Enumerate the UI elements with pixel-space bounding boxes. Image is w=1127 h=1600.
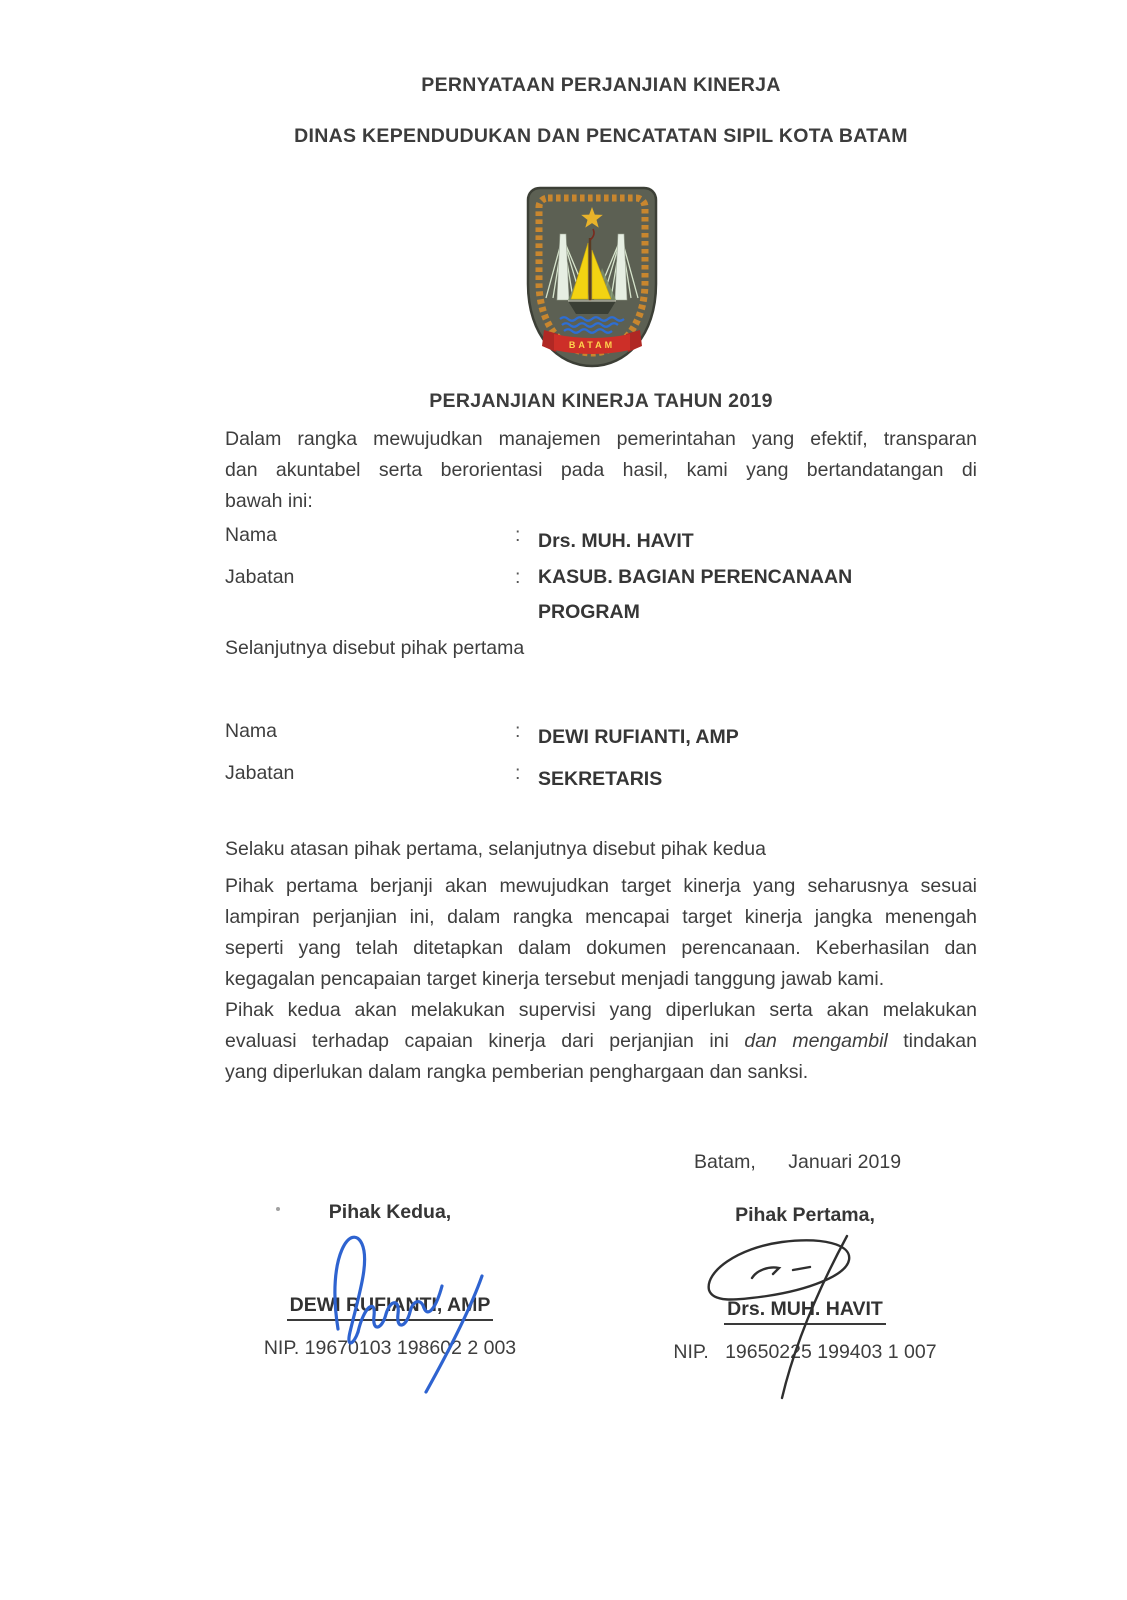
supervision-line-part: evaluasi terhadap capaian kinerja dari perjanjian ini xyxy=(225,1030,745,1052)
nip-number: NIP. 19670103 198602 2 003 xyxy=(263,1337,517,1359)
colon-separator: : xyxy=(515,524,521,546)
position-label: Jabatan xyxy=(225,566,295,588)
field-row-name-second xyxy=(225,720,977,754)
handwritten-signature-icon xyxy=(318,1214,498,1396)
signer-name: DEWI RUFIANTI, AMP xyxy=(287,1294,494,1321)
position-value-line2: PROGRAM xyxy=(538,601,640,623)
position-value: SEKRETARIS xyxy=(538,768,663,790)
intro-paragraph xyxy=(225,424,977,517)
supervision-line xyxy=(225,1026,977,1057)
name-value: Drs. MUH. HAVIT xyxy=(538,530,694,552)
dateline: Batam, Januari 2019 xyxy=(694,1151,902,1173)
signer-role: Pihak Kedua, xyxy=(328,1201,452,1223)
first-party-note: Selanjutnya disebut pihak pertama xyxy=(225,637,525,659)
field-row-position-second xyxy=(225,762,977,796)
name-value: DEWI RUFIANTI, AMP xyxy=(538,726,739,748)
intro-line: bawah ini: xyxy=(225,490,313,512)
colon-separator: : xyxy=(515,720,521,742)
supervision-line: Pihak kedua akan melakukan supervisi yang diperlukan serta akan melakukan xyxy=(225,999,977,1021)
field-row-position-first xyxy=(225,566,977,636)
nip-number: NIP. 19650225 199403 1 007 xyxy=(673,1341,937,1363)
commitment-line: kegagalan pencapaian target kinerja tersebut menjadi tanggung jawab kami. xyxy=(225,968,885,990)
document-title: PERNYATAAN PERJANJIAN KINERJA xyxy=(421,74,781,96)
intro-line: dan akuntabel serta berorientasi pada hasil, kami yang bertandatangan di xyxy=(225,459,977,481)
name-label: Nama xyxy=(225,524,278,546)
position-label: Jabatan xyxy=(225,762,295,784)
batam-emblem-logo xyxy=(526,186,658,370)
intro-line: Dalam rangka mewujudkan manajemen pemerintahan yang efektif, transparan xyxy=(225,428,977,450)
commitment-line: lampiran perjanjian ini, dalam rangka mencapai target kinerja jangka menengah xyxy=(225,906,977,928)
batam-emblem-icon xyxy=(526,186,658,370)
emblem-banner-text: BATAM xyxy=(568,340,616,350)
handwritten-signature-icon xyxy=(697,1228,882,1403)
name-label: Nama xyxy=(225,720,278,742)
colon-separator: : xyxy=(515,762,521,784)
section-title: PERJANJIAN KINERJA TAHUN 2019 xyxy=(429,390,773,412)
supervision-paragraph xyxy=(225,995,977,1088)
position-value-line1: KASUB. BAGIAN PERENCANAAN xyxy=(538,566,853,588)
signature-block-first-party xyxy=(645,1204,965,1227)
signer-name: Drs. MUH. HAVIT xyxy=(724,1298,886,1325)
colon-separator: : xyxy=(515,566,521,588)
signature-first-party xyxy=(697,1228,882,1403)
commitment-paragraph xyxy=(225,871,977,995)
agency-name: DINAS KEPENDUDUKAN DAN PENCATATAN SIPIL KOTA BATAM xyxy=(294,125,908,147)
supervision-line-part: tindakan xyxy=(887,1030,977,1052)
signature-second-party xyxy=(318,1214,498,1396)
signer-role: Pihak Pertama, xyxy=(735,1204,875,1226)
supervision-line-italic: dan mengambil xyxy=(744,1030,888,1052)
field-row-name-first xyxy=(225,524,977,558)
commitment-line: seperti yang telah ditetapkan dalam dokumen perencanaan. Keberhasilan dan xyxy=(225,937,977,959)
supervision-line: yang diperlukan dalam rangka pemberian penghargaan dan sanksi. xyxy=(225,1061,809,1083)
second-party-note: Selaku atasan pihak pertama, selanjutnya disebut pihak kedua xyxy=(225,838,766,860)
commitment-line: Pihak pertama berjanji akan mewujudkan target kinerja yang seharusnya sesuai xyxy=(225,875,977,897)
